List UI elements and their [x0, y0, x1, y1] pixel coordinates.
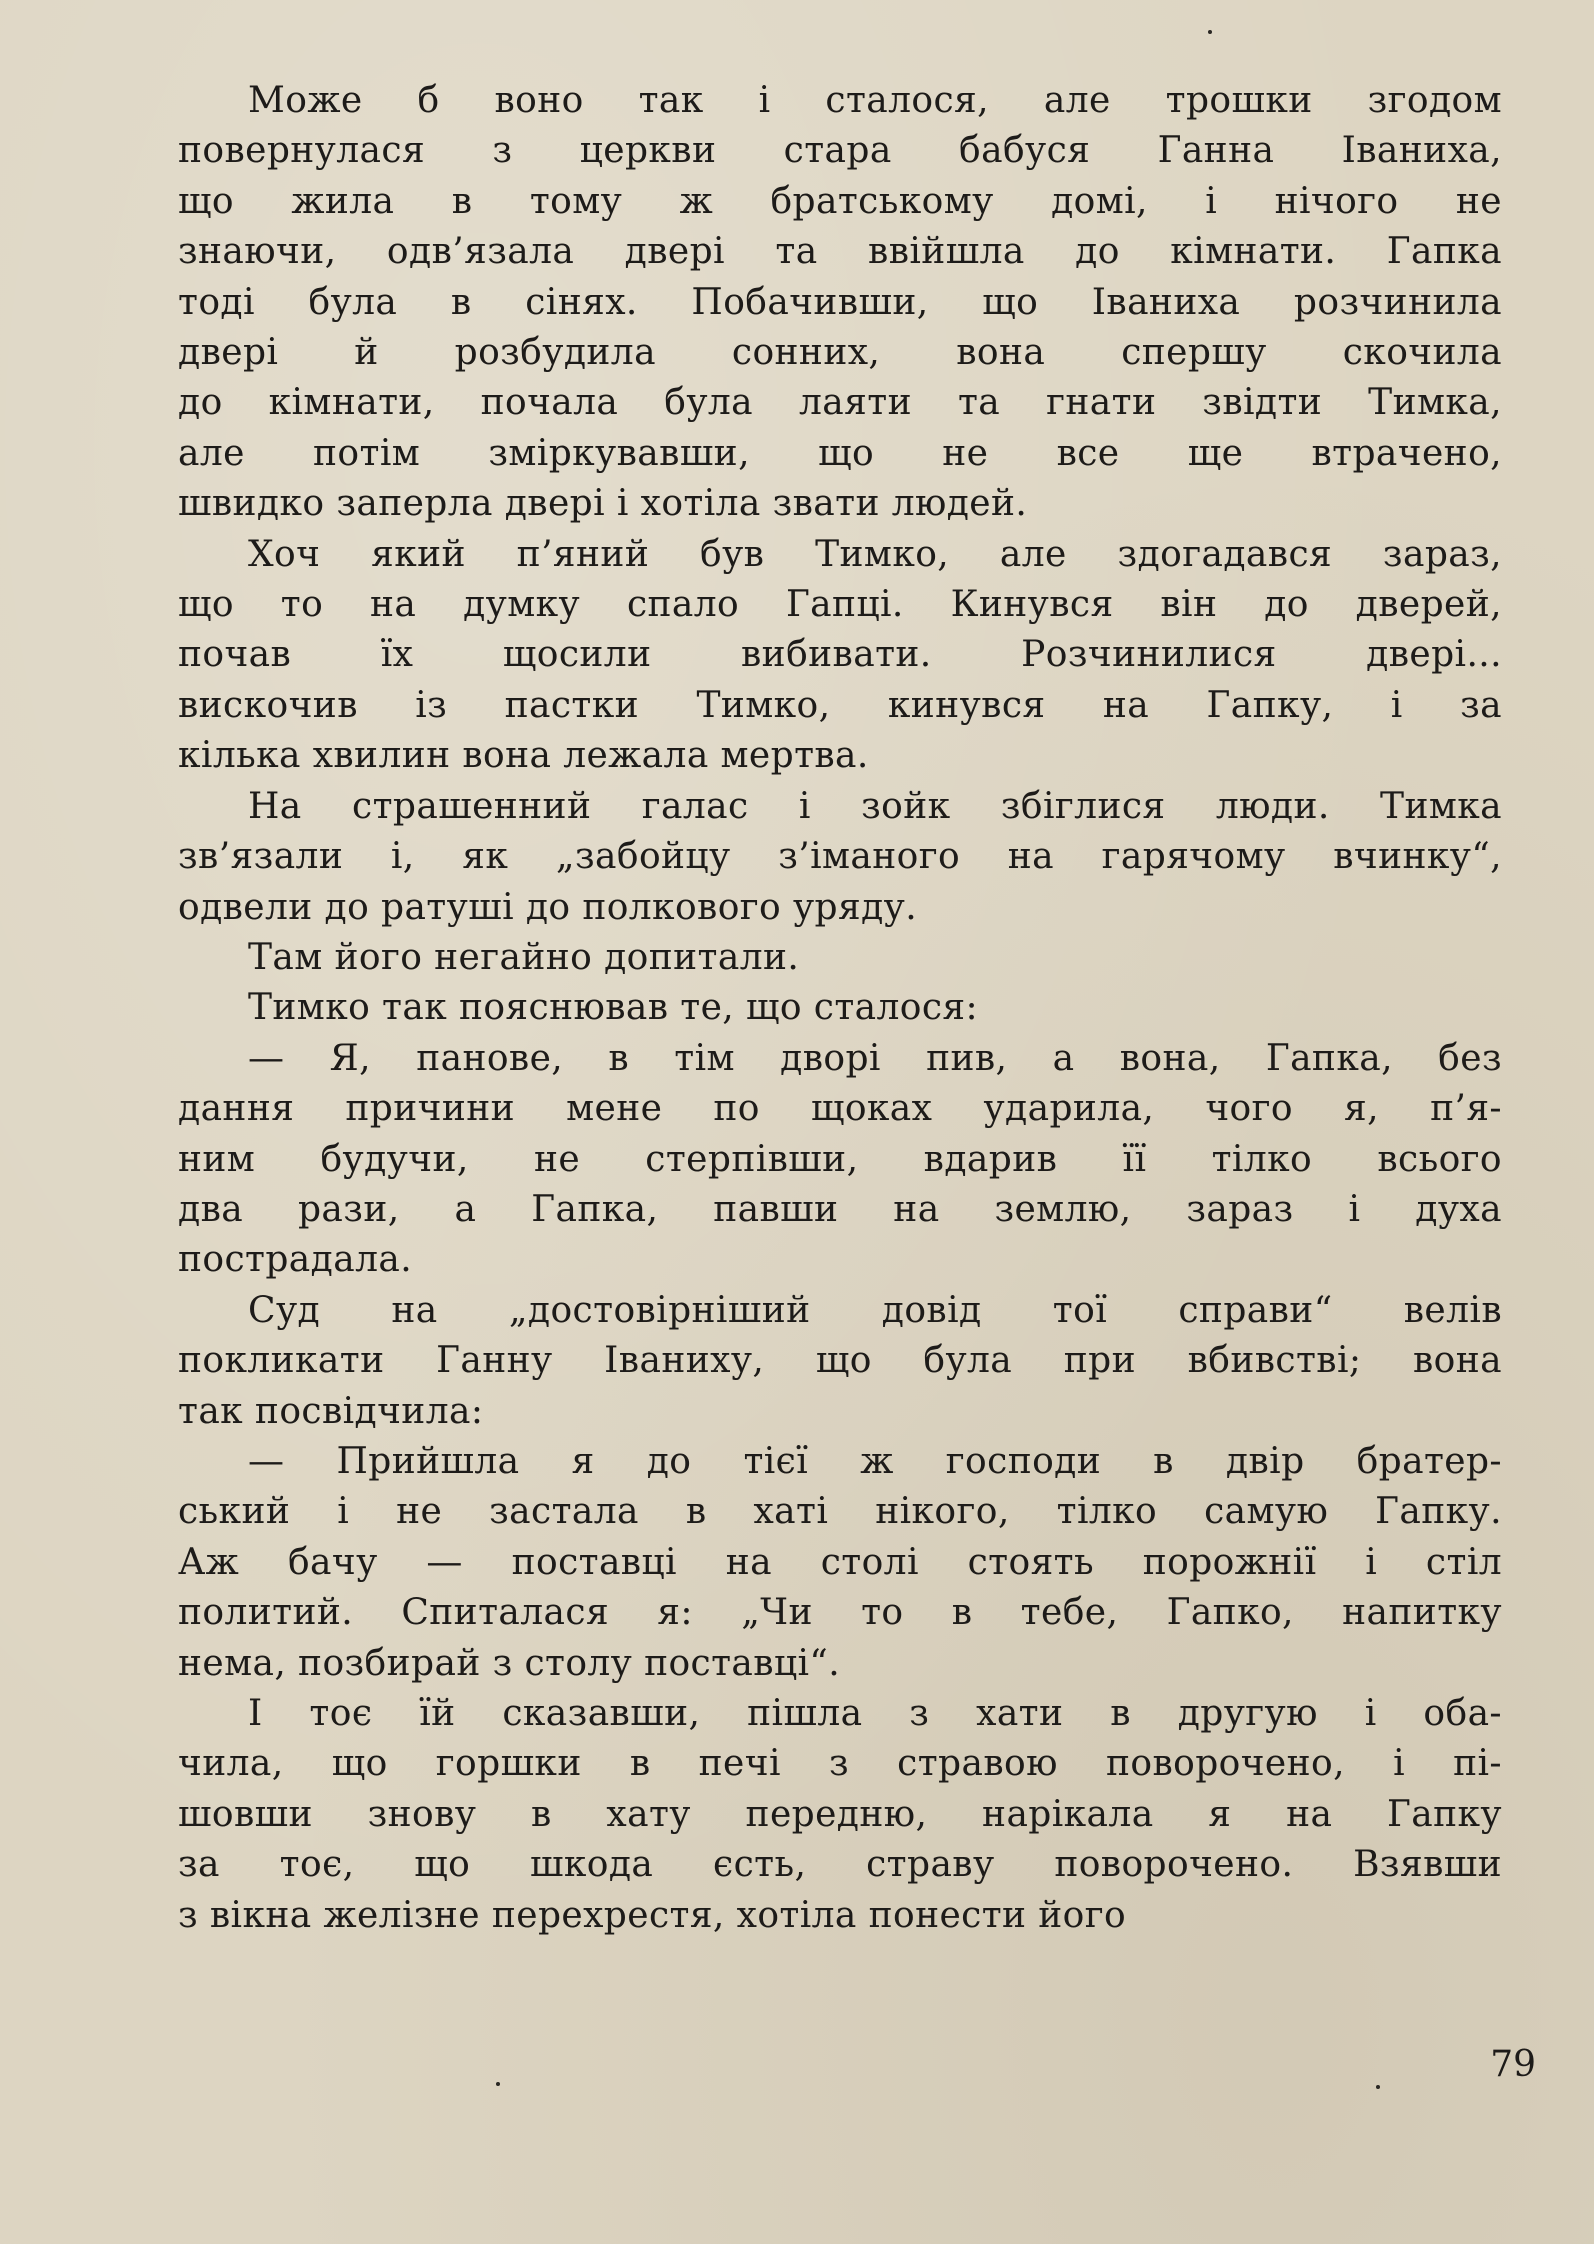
- text-line: нема, позбирай з столу поставці“.: [178, 1642, 841, 1684]
- text-line: так посвідчила:: [178, 1390, 484, 1432]
- page-text: [178, 76, 1502, 2036]
- text-line: На страшенний галас і зойк збіглися люди. Тимка: [248, 785, 1502, 827]
- text-line: до кімнати, почала була лаяти та гнати звідти Тимка,: [178, 382, 1502, 424]
- text-line: з вікна желізне перехрестя, хотіла понести його: [178, 1894, 1127, 1936]
- paragraph: [178, 983, 1502, 1033]
- text-line: зв’язали і, як „забойцу з’іманого на гарячому вчинку“,: [178, 836, 1502, 878]
- text-line: Хоч який п’яний був Тимко, але здогадався зараз,: [248, 533, 1502, 575]
- text-line: Там його негайно допитали.: [248, 936, 800, 978]
- text-line: що то на думку спало Гапці. Кинувся він до дверей,: [178, 584, 1502, 626]
- text-line: Аж бачу — поставці на столі стоять порожнії і стіл: [178, 1541, 1502, 1583]
- text-line: І тоє їй сказавши, пішла з хати в другую і оба-: [248, 1693, 1502, 1734]
- paragraph: [178, 1034, 1502, 1286]
- text-line: — Я, панове, в тім дворі пив, а вона, Гапка, без: [248, 1037, 1502, 1079]
- paragraph: [178, 530, 1502, 782]
- text-line: що жила в тому ж братському домі, і нічого не: [178, 180, 1502, 222]
- text-line: шовши знову в хату передню, нарікала я на Гапку: [178, 1793, 1502, 1835]
- ink-speck: [496, 2082, 500, 2086]
- text-line: ним будучи, не стерпівши, вдарив її тілко всього: [178, 1138, 1502, 1180]
- page-number: 79: [1490, 2044, 1536, 2085]
- text-line: вискочив із пастки Тимко, кинувся на Гапку, і за: [178, 684, 1502, 726]
- text-line: дання причини мене по щоках ударила, чого я, п’я-: [178, 1088, 1502, 1130]
- paragraph: [178, 782, 1502, 933]
- text-line: почав їх щосили вибивати. Розчинилися двері...: [178, 634, 1502, 676]
- text-line: покликати Ганну Іваниху, що була при вбивстві; вона: [178, 1340, 1502, 1382]
- ink-speck: [1376, 2085, 1380, 2089]
- text-line: одвели до ратуші до полкового уряду.: [178, 886, 918, 928]
- paragraph: [178, 76, 1502, 530]
- text-line: два рази, а Гапка, павши на землю, зараз і духа: [178, 1188, 1502, 1230]
- text-line: чила, що горшки в печі з стравою поворочено, і пі-: [178, 1743, 1502, 1785]
- text-line: Тимко так пояснював те, що сталося:: [248, 987, 979, 1029]
- paragraph: [178, 1689, 1502, 1941]
- ink-speck: [1208, 30, 1212, 34]
- text-line: знаючи, одв’язала двері та ввійшла до кімнати. Гапка: [178, 231, 1502, 273]
- text-line: двері й розбудила сонних, вона спершу скочила: [178, 332, 1502, 374]
- text-line: тоді була в сінях. Побачивши, що Іваниха розчинила: [178, 281, 1502, 323]
- text-line: швидко заперла двері і хотіла звати людей.: [178, 483, 1028, 525]
- paragraph: [178, 1437, 1502, 1689]
- text-line: але потім зміркувавши, що не все ще втрачено,: [178, 432, 1502, 474]
- paragraph: [178, 1286, 1502, 1437]
- text-line: Може б воно так і сталося, але трошки згодом: [248, 80, 1502, 121]
- text-line: за тоє, що шкода єсть, страву поворочено. Взявши: [178, 1844, 1502, 1886]
- text-line: кілька хвилин вона лежала мертва.: [178, 735, 869, 777]
- text-line: ський і не застала в хаті нікого, тілко самую Гапку.: [178, 1491, 1502, 1533]
- text-line: повернулася з церкви стара бабуся Ганна Іваниха,: [178, 130, 1502, 172]
- text-line: Суд на „достовірніший довід тої справи“ велів: [248, 1289, 1502, 1331]
- paragraph: [178, 933, 1502, 983]
- text-line: пострадала.: [178, 1239, 413, 1281]
- text-line: — Прийшла я до тієї ж господи в двір братер-: [248, 1440, 1502, 1482]
- text-line: политий. Спиталася я: „Чи то в тебе, Гапко, напитку: [178, 1592, 1502, 1634]
